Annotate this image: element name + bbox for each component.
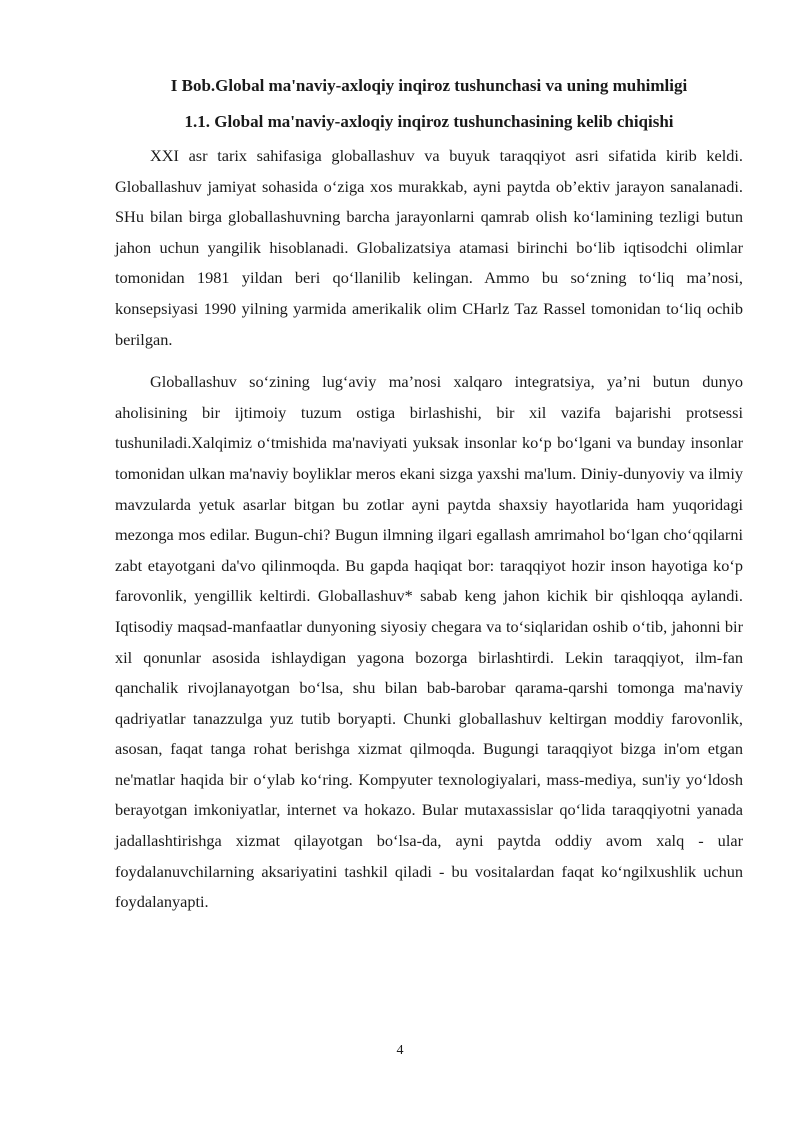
paragraph-1: XXI asr tarix sahifasiga globallashuv va buyuk taraqqiyot asri sifatida kirib keldi. Globallashuv jamiyat sohasida oʻziga xos murakkab, ayni paytda obʼektiv jarayon sanalanadi. SHu bilan birga globallashuvning barcha jarayonlarni qamrab olish koʻlamining tezligi butun jahon uchun yangilik hisoblanadi. Globalizatsiya atamasi birinchi boʻlib iqtisodchi olimlar tomonidan 1981 yildan beri qoʻllanilib kelingan. Ammo bu soʻzning toʻliq maʼnosi, konsepsiyasi 1990 yilning yarmida amerikalik olim CHarlz Taz Rassel tomonidan toʻliq ochib berilgan. xyxy=(115,146,743,349)
document-page xyxy=(115,68,743,918)
page-number: 4 xyxy=(396,1043,404,1058)
section-title: 1.1. Global ma'naviy-axloqiy inqiroz tushunchasining kelib chiqishi xyxy=(184,112,674,131)
paragraph-2: Globallashuv soʻzining lugʻaviy maʼnosi xalqaro integratsiya, yaʼni butun dunyo aholisining bir ijtimoiy tuzum ostiga birlashishi, bir xil vazifa bajarishi protsessi tushuniladi.Xalqimiz oʻtmishida ma'naviyati yuksak insonlar koʻp boʻlgani va bunday insonlar tomonidan ulkan ma'naviy boyliklar meros ekani sizga yaxshi ma'lum. Diniy-dunyoviy va ilmiy mavzularda yetuk asarlar bitgan bu zotlar ayni paytda shaxsiy hayotlarida ham yuqoridagi mezonga mos edilar. Bugun-chi? Bugun ilmning ilgari egallash amrimahol boʻlgan choʻqqilarni zabt etayotgani da'vo qilinmoqda. Bu gapda haqiqat bor: taraqqiyot hozir inson hayotiga koʻp farovonlik, yengillik keltirdi. Globallashuv* sabab keng jahon kichik bir qishloqqa aylandi. Iqtisodiy maqsad-manfaatlar dunyoning siyosiy chegara va toʻsiqlaridan oshib oʻtib, jahonni bir xil qonunlar asosida ishlaydigan yagona bozorga birlashtirdi. Lekin taraqqiyot, ilm-fan qanchalik rivojlanayotgan boʻlsa, shu bilan bab-barobar qarama-qarshi tomonga ma'naviy qadriyatlar tanazzulga yuz tutib boryapti. Chunki globallashuv keltirgan moddiy farovonlik, asosan, faqat tanga rohat berishga xizmat qilmoqda. Bugungi taraqqiyot bizga in'om etgan ne'matlar haqida bir oʻylab koʻring. Kompyuter texnologiyalari, mass-mediya, sun'iy yoʻldosh berayotgan imkoniyatlar, internet va hokazo. Bular mutaxassislar qoʻlida taraqqiyotni yanada jadallashtirishga xizmat qilayotgan boʻlsa-da, ayni paytda oddiy avom xalq - ular foydalanuvchilarning aksariyatini tashkil qiladi - bu vositalardan faqat koʻngilxushlik uchun foydalanyapti. xyxy=(115,372,743,912)
chapter-title: I Bob.Global ma'naviy-axloqiy inqiroz tushunchasi va uning muhimligi xyxy=(170,76,688,95)
